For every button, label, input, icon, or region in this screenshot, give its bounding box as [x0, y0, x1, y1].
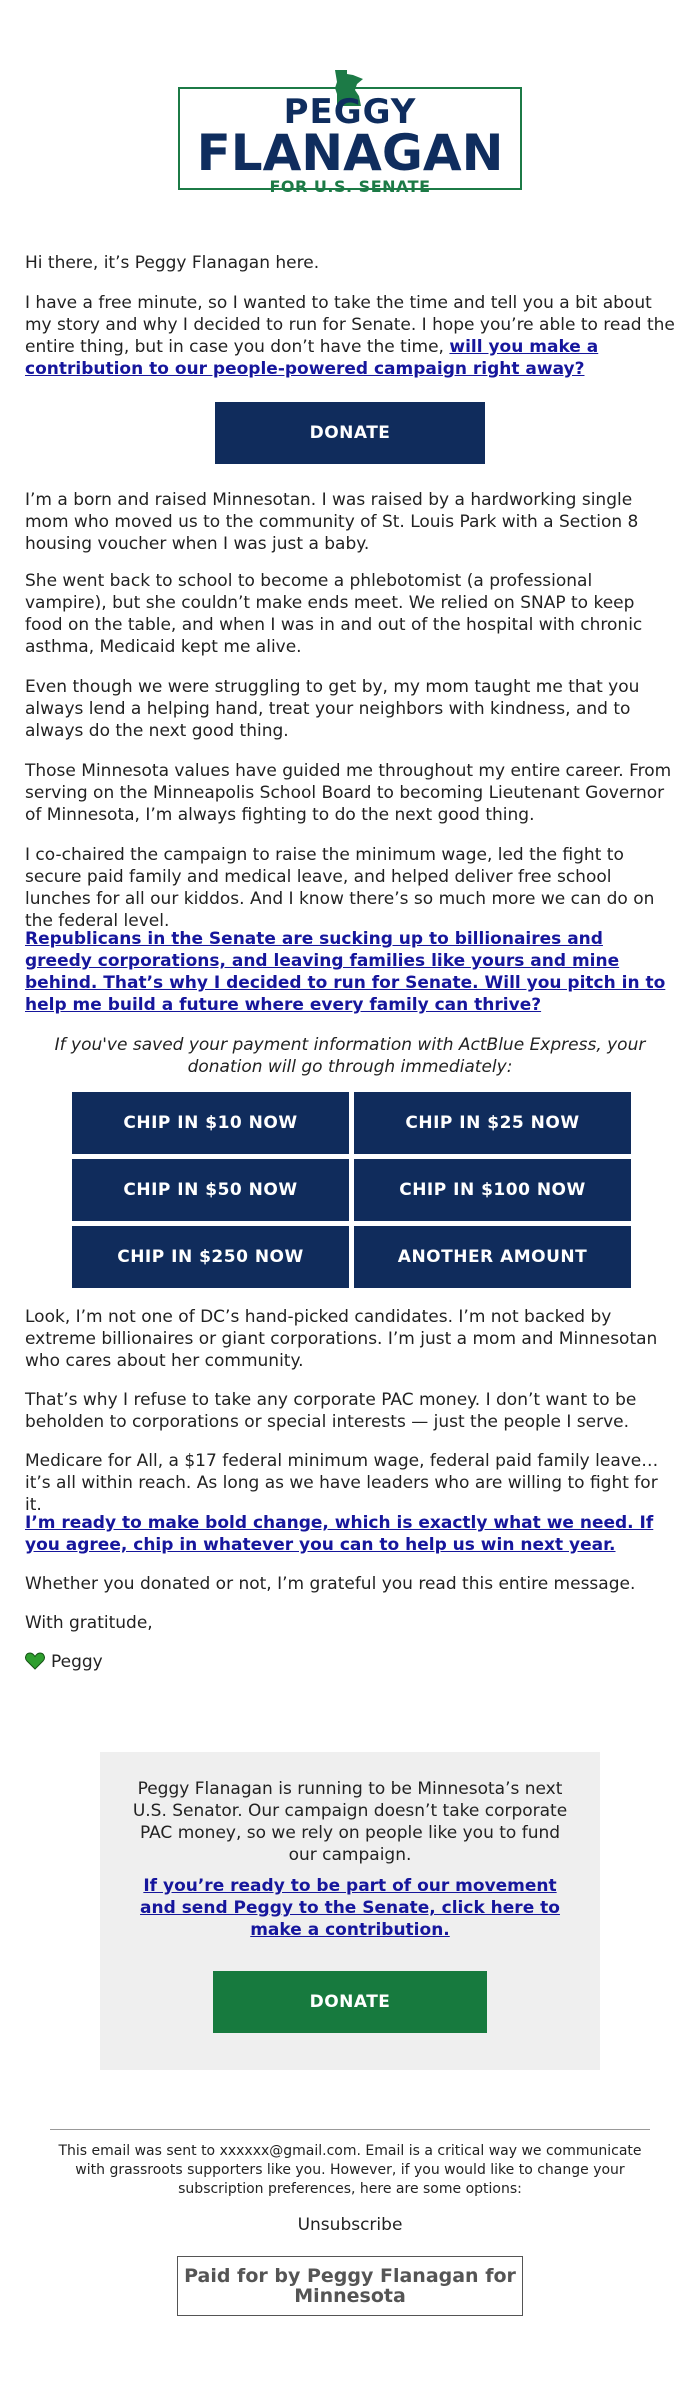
chip-in-50-button[interactable]: CHIP IN $50 NOW	[72, 1159, 349, 1221]
logo-peggy: PEGGY	[283, 92, 417, 132]
paragraph-born: I’m a born and raised Minnesotan. I was raised by a hardworking single mom who moved us to the community of St. Louis Park with a Section 8 housing voucher when I was just a baby.	[25, 490, 639, 554]
paragraph-republicans	[25, 928, 675, 1016]
bold-change-link[interactable]: I’m ready to make bold change, which is exactly what we need. If you agree, chip in whatever you can to help us win next year.	[25, 1513, 654, 1555]
unsubscribe-link[interactable]: Unsubscribe	[297, 2215, 403, 2235]
intro-paragraph	[25, 292, 675, 380]
paragraph-struggle: Even though we were struggling to get by, my mom taught me that you always lend a helping hand, treat your neighbors with kindness, and to always do the next good thing.	[25, 677, 640, 741]
signature-name: Peggy	[51, 1652, 103, 1672]
paragraph-school: She went back to school to become a phlebotomist (a professional vampire), but she couldn’t make ends meet. We relied on SNAP to keep food on the table, and when I was in and out of the hospital with chronic asthma, Medicaid kept me alive.	[25, 571, 643, 657]
intro-text: I have a free minute, so I wanted to take the time and tell you a bit about my story and why I decided to run for Senate. I hope you’re able to read the entire thing, but in case you don’t have the time,	[25, 293, 675, 357]
republicans-link[interactable]: Republicans in the Senate are sucking up to billionaires and greedy corporations, and leaving families like yours and mine behind. That’s why I decided to run for Senate. Will you pitch in to help me build a future where every family can thrive?	[25, 929, 666, 1015]
callout-link-wrap	[125, 1875, 575, 1941]
paragraph-bold-change	[25, 1512, 675, 1556]
chip-in-250-button[interactable]: CHIP IN $250 NOW	[72, 1226, 349, 1288]
chip-in-25-button[interactable]: CHIP IN $25 NOW	[354, 1092, 631, 1154]
chip-in-100-button[interactable]: CHIP IN $100 NOW	[354, 1159, 631, 1221]
logo-flanagan: FLANAGAN	[196, 124, 504, 182]
paragraph-values: Those Minnesota values have guided me throughout my entire career. From serving on the Minneapolis School Board to becoming Lieutenant Governor of Minnesota, I’m always fighting to do the next good thing.	[25, 761, 672, 825]
paid-for-disclaimer: Paid for by Peggy Flanagan for Minnesota	[177, 2256, 523, 2316]
green-heart-icon	[25, 1652, 45, 1670]
callout-text: Peggy Flanagan is running to be Minnesota’s next U.S. Senator. Our campaign doesn’t take corporate PAC money, so we rely on people like you to fund our campaign.	[132, 1779, 568, 1865]
signoff: With gratitude,	[25, 1613, 153, 1633]
greeting: Hi there, it’s Peggy Flanagan here.	[25, 253, 320, 273]
paragraph-cochair: I co-chaired the campaign to raise the minimum wage, led the fight to secure paid family and medical leave, and helped deliver free school lunches for all our kiddos. And I know there’s so much more we can do on the federal level.	[25, 845, 655, 931]
callout-donate-button[interactable]: DONATE	[213, 1971, 487, 2033]
paragraph-grateful: Whether you donated or not, I’m grateful you read this entire message.	[25, 1574, 636, 1594]
another-amount-button[interactable]: ANOTHER AMOUNT	[354, 1226, 631, 1288]
footer-notice: This email was sent to xxxxxx@gmail.com. Email is a critical way we communicate with grassroots supporters like you. However, if you would like to change your subscription preferences, here are some options:	[58, 2143, 642, 2197]
intro-contribution-link[interactable]: will you make a contribution to our people-powered campaign right away?	[25, 337, 599, 379]
actblue-note: If you've saved your payment information with ActBlue Express, your donation will go through immediately:	[54, 1035, 646, 1077]
logo-tagline: FOR U.S. SENATE	[269, 177, 431, 196]
chip-in-10-button[interactable]: CHIP IN $10 NOW	[72, 1092, 349, 1154]
paragraph-look: Look, I’m not one of DC’s hand-picked candidates. I’m not backed by extreme billionaires or giant corporations. I’m just a mom and Minnesotan who cares about her community.	[25, 1307, 658, 1371]
signature-line	[25, 1651, 675, 1673]
paragraph-pac: That’s why I refuse to take any corporate PAC money. I don’t want to be beholden to corporations or special interests — just the people I serve.	[25, 1390, 637, 1432]
callout-contribution-link[interactable]: If you’re ready to be part of our movement and send Peggy to the Senate, click here to make a contribution.	[140, 1876, 560, 1940]
paragraph-medicare: Medicare for All, a $17 federal minimum wage, federal paid family leave… it’s all within reach. As long as we have leaders who are willing to fight for it.	[25, 1451, 659, 1515]
donate-button[interactable]: DONATE	[215, 402, 485, 464]
campaign-logo	[25, 0, 675, 215]
footer-divider	[50, 2129, 650, 2130]
callout-box	[100, 1752, 600, 2070]
